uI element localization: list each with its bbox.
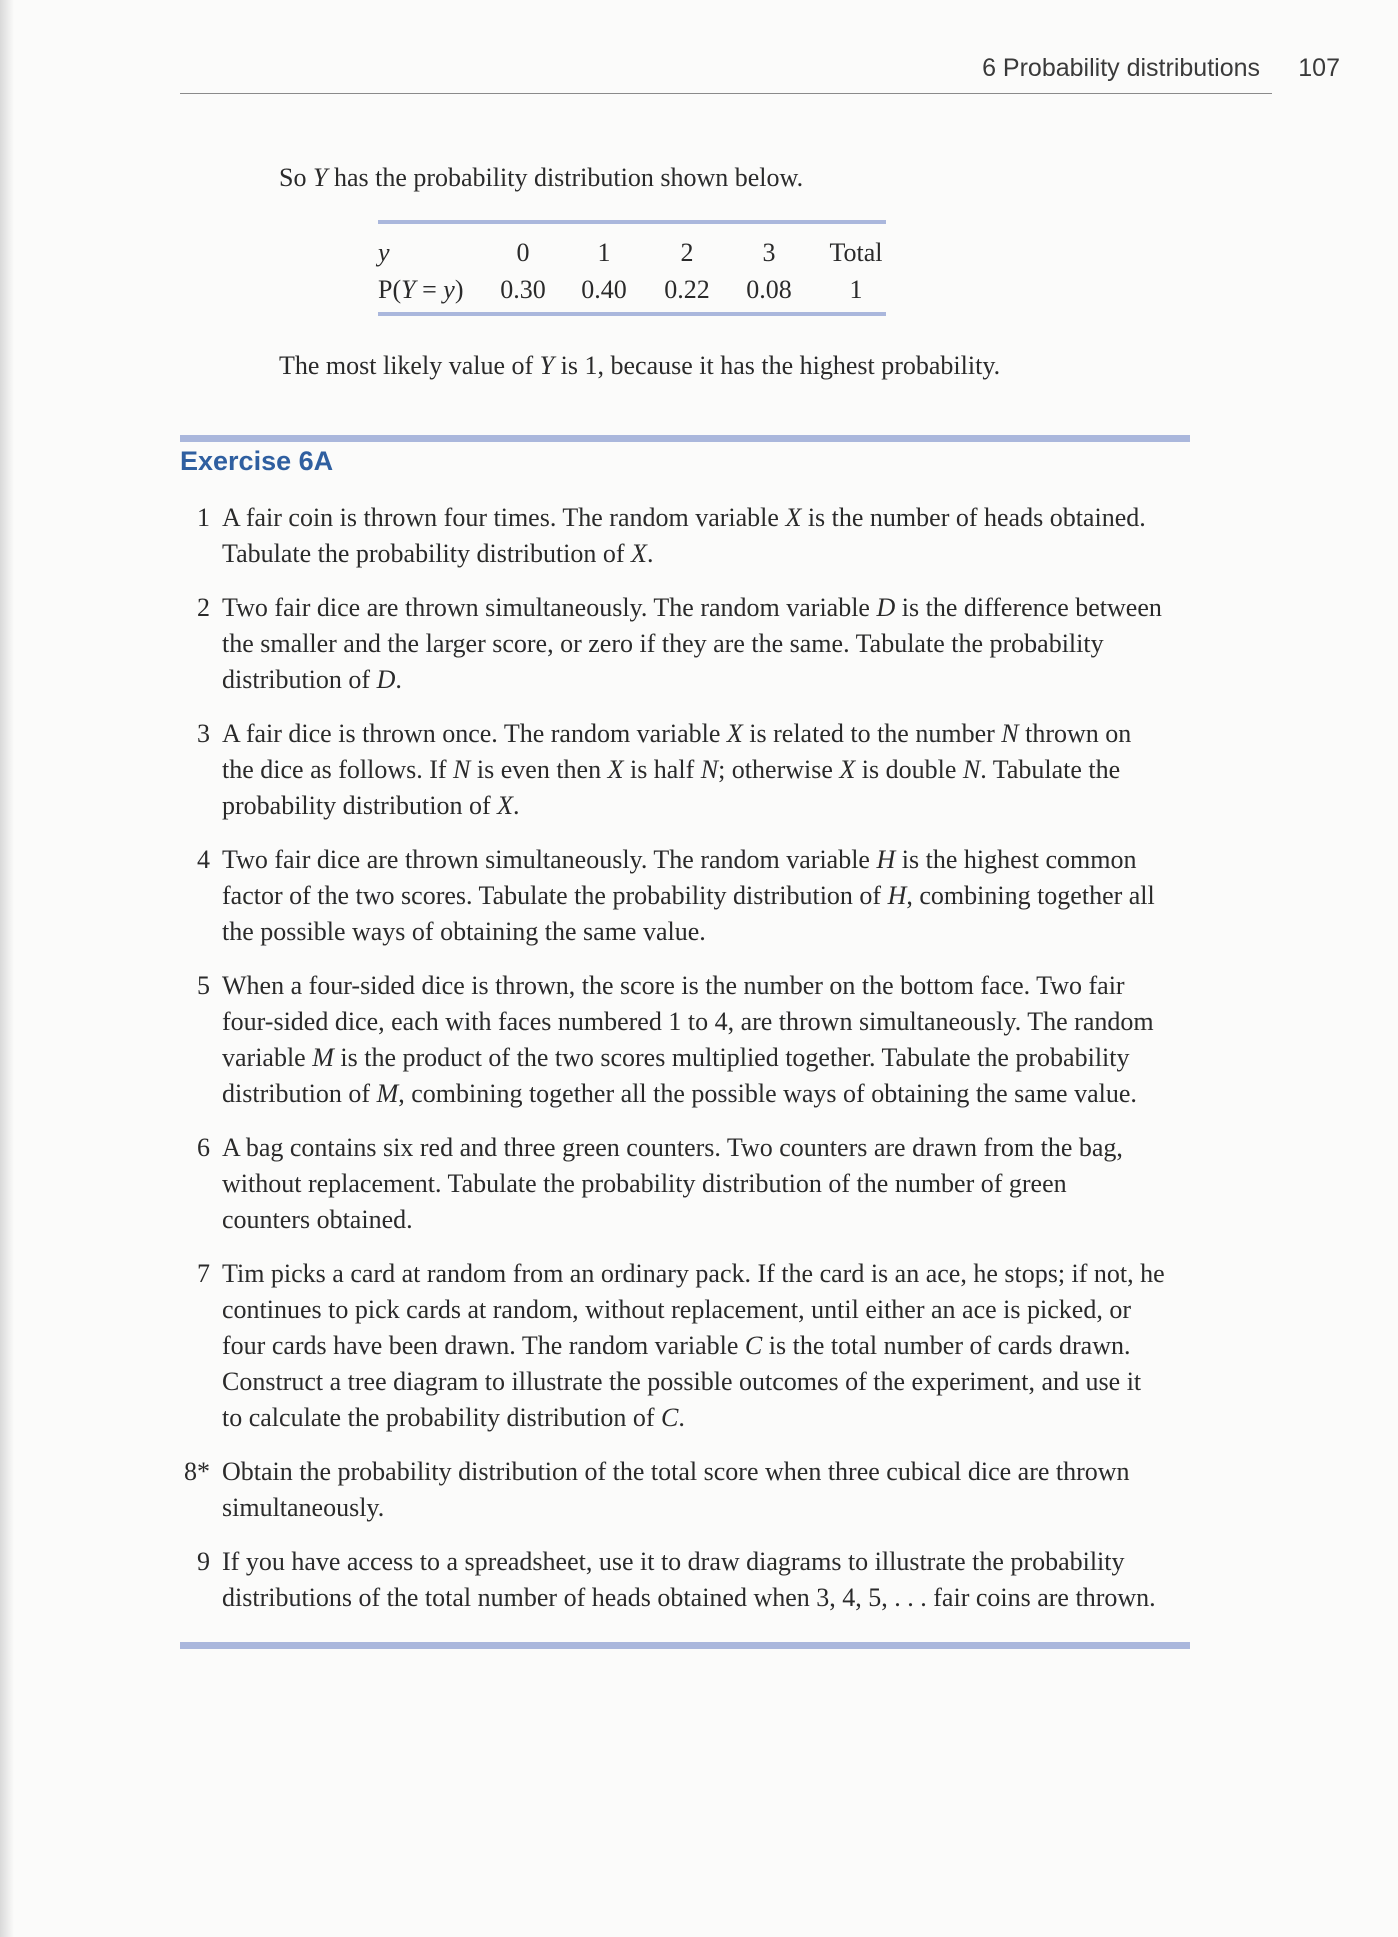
page-gutter-shadow (0, 0, 14, 1937)
table-cell: 0.22 (664, 275, 710, 304)
question-line: probability distribution of X. (222, 791, 520, 820)
table-cell: Total (829, 238, 883, 267)
page-number: 107 (1298, 54, 1340, 82)
question-line: distribution of D. (222, 665, 402, 694)
table-cell: 1 (597, 238, 611, 267)
question-line: Two fair dice are thrown simultaneously. The random variable H is the highest common (222, 845, 1137, 874)
question-line: Two fair dice are thrown simultaneously. The random variable D is the difference between (222, 593, 1162, 622)
question-text (222, 500, 1272, 572)
conclusion-text: The most likely value of Y is 1, because it has the highest probability. (279, 351, 1001, 380)
question-text (222, 968, 1272, 1112)
question-line: Tim picks a card at random from an ordinary pack. If the card is an ace, he stops; if not, he (222, 1259, 1165, 1288)
question-line: variable M is the product of the two scores multiplied together. Tabulate the probability (222, 1043, 1130, 1072)
question-line: A fair coin is thrown four times. The random variable X is the number of heads obtained. (222, 503, 1146, 532)
question-text (222, 716, 1272, 824)
header-rule (180, 93, 1272, 94)
exercise-heading: Exercise 6A (180, 446, 334, 476)
question-number: 3 (197, 719, 210, 748)
question-line: continues to pick cards at random, without replacement, until either an ace is picked, or (222, 1295, 1131, 1324)
question-number: 2 (197, 593, 210, 622)
question-text (222, 1454, 1272, 1526)
table-bottom-rule (378, 312, 886, 316)
question-number: 5 (197, 971, 210, 1000)
table-cell: 0.30 (500, 275, 546, 304)
question-number: 4 (197, 845, 210, 874)
table-cell: 1 (849, 275, 863, 304)
chapter-title: 6 Probability distributions (982, 54, 1260, 82)
question-line: without replacement. Tabulate the probability distribution of the number of green (222, 1169, 1067, 1198)
question-line: A fair dice is thrown once. The random variable X is related to the number N thrown on (222, 719, 1132, 748)
row-label-y: y (378, 238, 390, 267)
exercise-top-band (180, 435, 1190, 442)
question-number: 7 (197, 1259, 210, 1288)
question-line: When a four-sided dice is thrown, the score is the number on the bottom face. Two fair (222, 971, 1125, 1000)
question-number: 8* (184, 1457, 210, 1486)
question-line: the possible ways of obtaining the same value. (222, 917, 706, 946)
question-line: distribution of M, combining together all the possible ways of obtaining the same value. (222, 1079, 1137, 1108)
question-text (222, 842, 1272, 950)
row-label-probability: P(Y = y) (378, 275, 464, 304)
question-line: four cards have been drawn. The random variable C is the total number of cards drawn. (222, 1331, 1131, 1360)
question-line: factor of the two scores. Tabulate the probability distribution of H, combining together all (222, 881, 1155, 910)
exercise-bottom-band (180, 1642, 1190, 1649)
table-cell: 0.08 (746, 275, 792, 304)
table-cell: 0 (516, 238, 530, 267)
question-text (222, 1256, 1272, 1436)
question-text (222, 1130, 1272, 1238)
question-line: If you have access to a spreadsheet, use it to draw diagrams to illustrate the probability (222, 1547, 1125, 1576)
question-line: simultaneously. (222, 1493, 385, 1522)
question-line: Tabulate the probability distribution of X. (222, 539, 654, 568)
distribution-table (378, 220, 886, 316)
question-text (222, 1544, 1272, 1616)
table-cell: 3 (762, 238, 776, 267)
question-number: 6 (197, 1133, 210, 1162)
question-line: A bag contains six red and three green counters. Two counters are drawn from the bag, (222, 1133, 1123, 1162)
question-line: four-sided dice, each with faces numbered 1 to 4, are thrown simultaneously. The random (222, 1007, 1154, 1036)
table-top-rule (378, 220, 886, 224)
table-cell: 2 (680, 238, 694, 267)
intro-text: So Y has the probability distribution shown below. (279, 163, 804, 192)
question-number: 1 (197, 503, 210, 532)
question-text (222, 590, 1272, 698)
question-line: counters obtained. (222, 1205, 413, 1234)
question-line: the smaller and the larger score, or zero if they are the same. Tabulate the probability (222, 629, 1104, 658)
question-line: Obtain the probability distribution of the total score when three cubical dice are thrown (222, 1457, 1130, 1486)
question-line: Construct a tree diagram to illustrate the possible outcomes of the experiment, and use it (222, 1367, 1142, 1396)
question-number: 9 (197, 1547, 210, 1576)
table-cell: 0.40 (581, 275, 627, 304)
question-line: to calculate the probability distribution of C. (222, 1403, 685, 1432)
question-line: distributions of the total number of heads obtained when 3, 4, 5, . . . fair coins are thrown. (222, 1583, 1156, 1612)
running-header (180, 50, 1340, 90)
question-line: the dice as follows. If N is even then X is half N; otherwise X is double N. Tabulate the (222, 755, 1121, 784)
